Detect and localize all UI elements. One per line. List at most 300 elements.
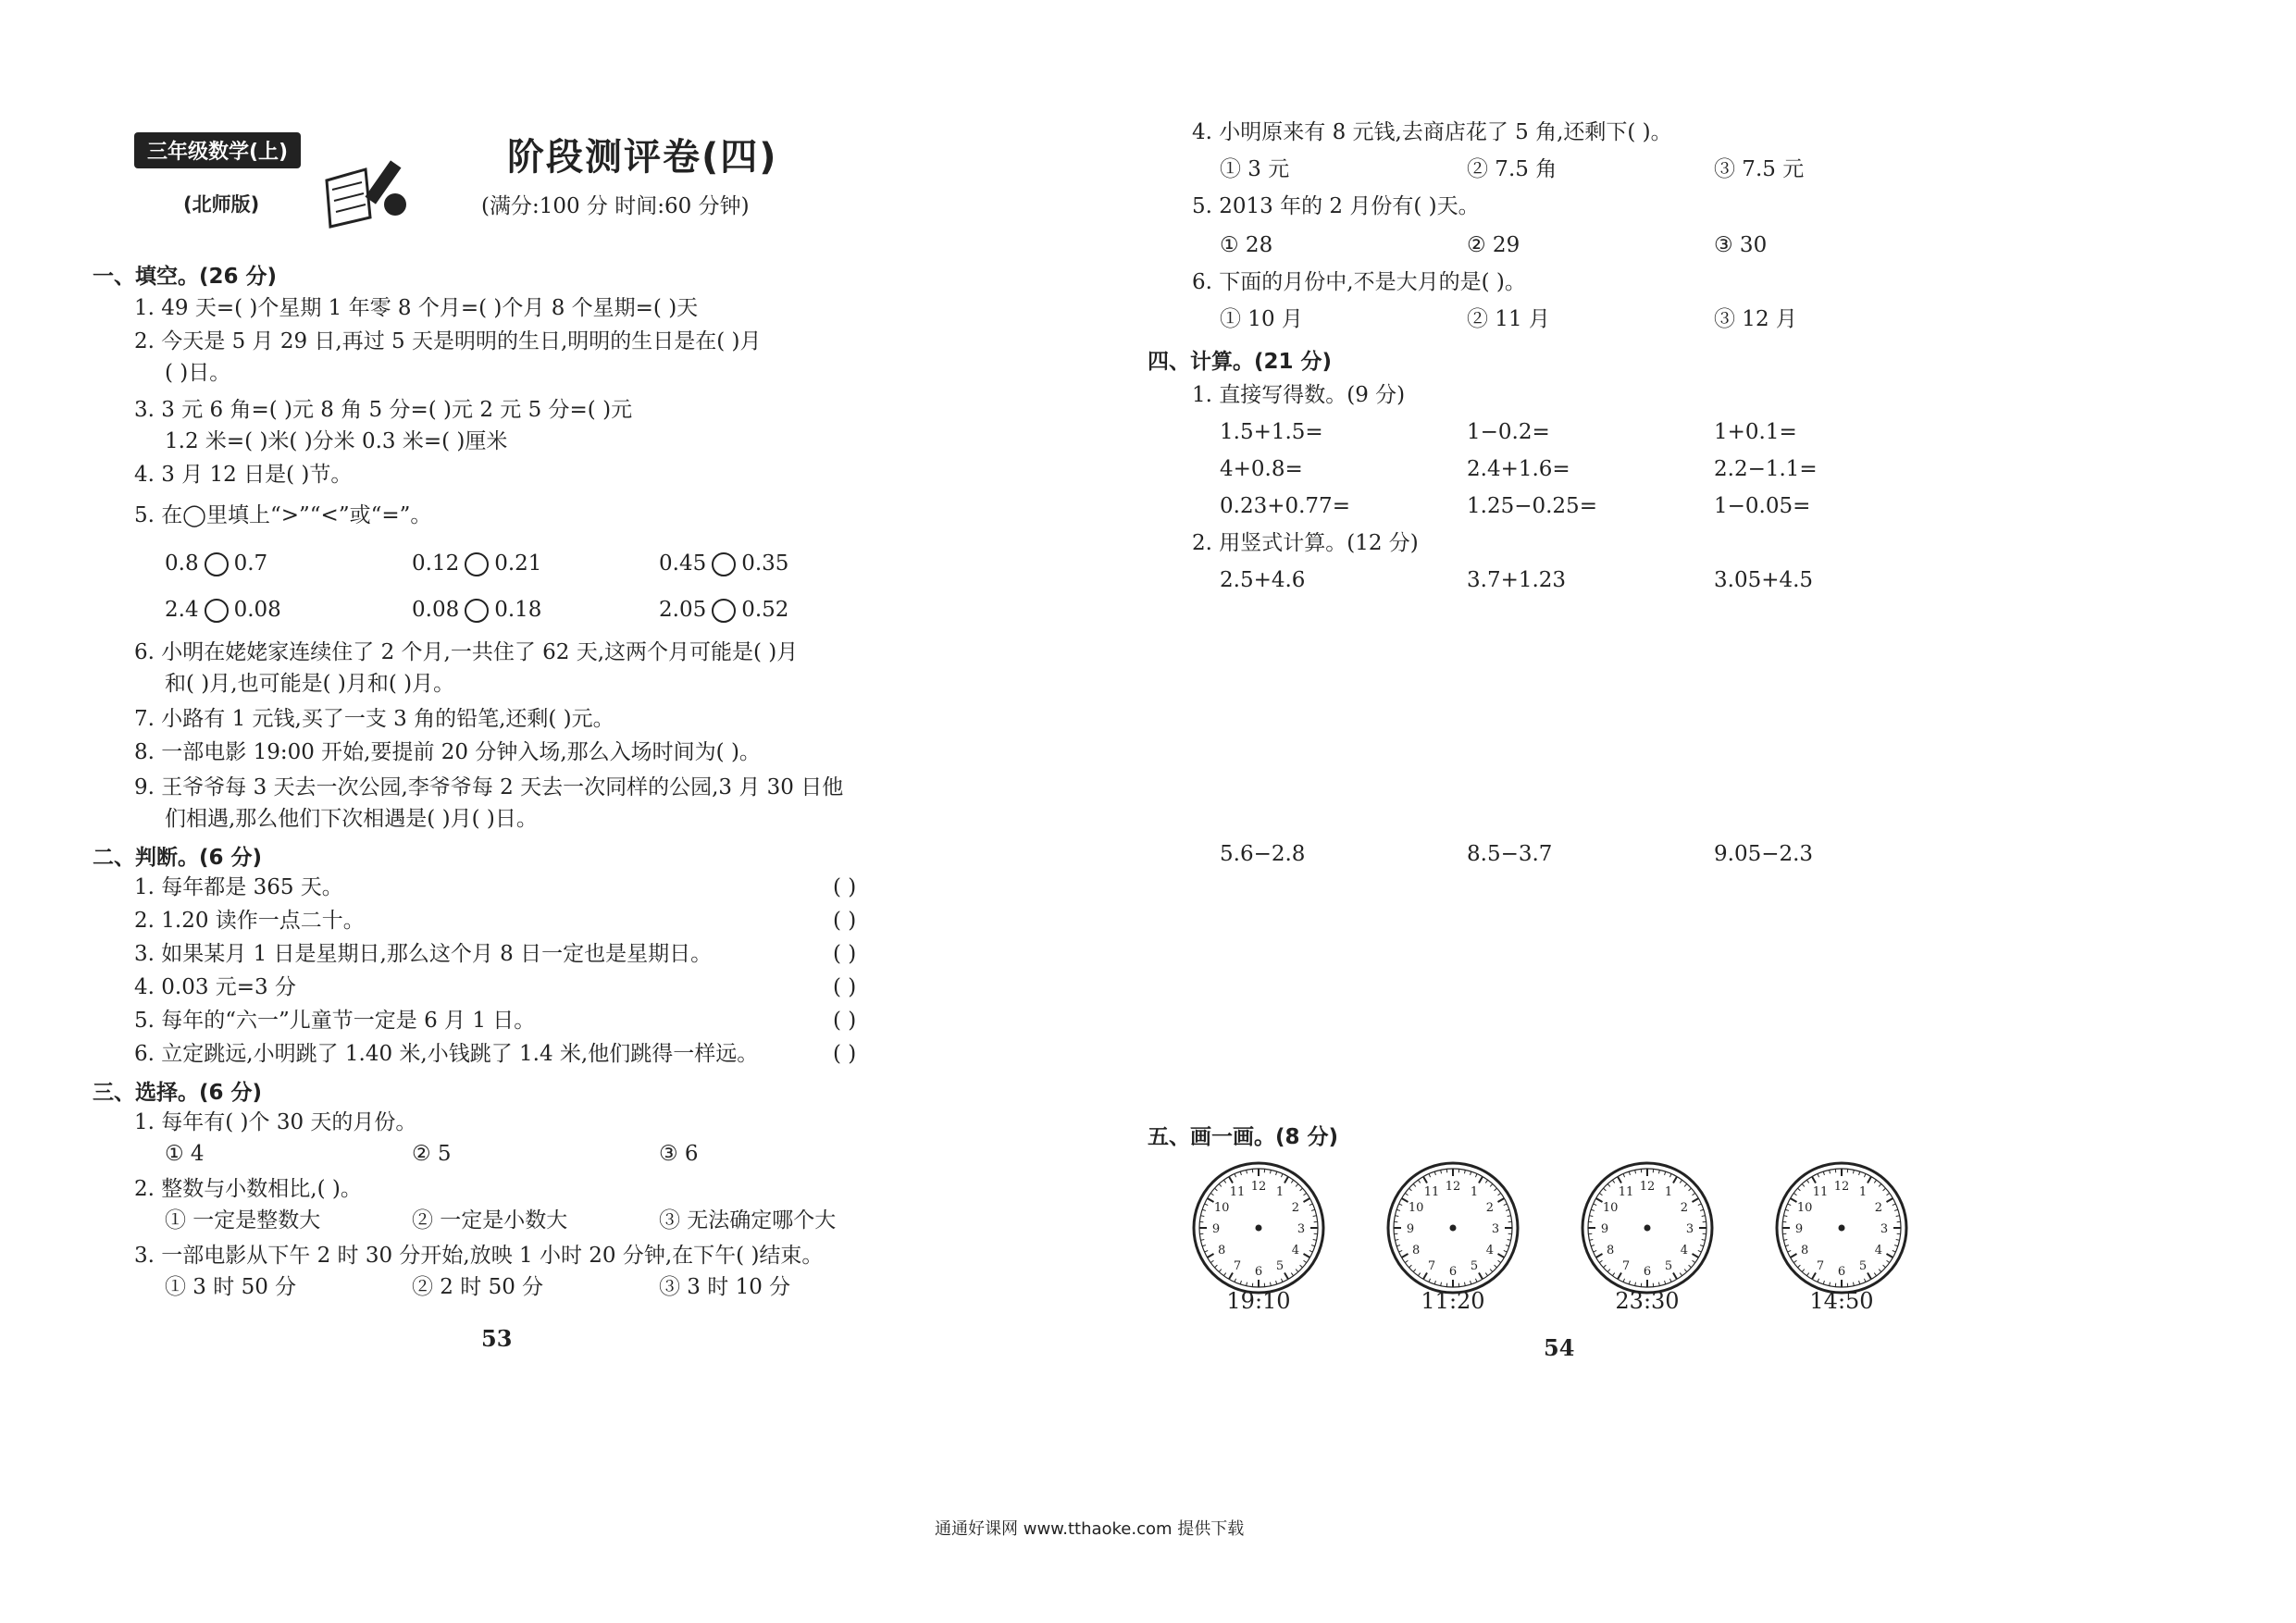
clock-tick	[1853, 1170, 1854, 1173]
clock-tick	[1214, 1265, 1217, 1268]
fill-q6b: 和( )月,也可能是( )月和( )月。	[165, 672, 455, 696]
choice-option[interactable]: ② 5	[412, 1142, 452, 1166]
clock-tick	[1303, 1254, 1309, 1258]
clock-tick	[1783, 1216, 1787, 1217]
clock-tick	[1313, 1239, 1317, 1240]
clock-tick	[1823, 1171, 1824, 1175]
clock-tick	[1868, 1177, 1871, 1183]
clock-tick	[1490, 1183, 1493, 1186]
clock-tick	[1304, 1193, 1307, 1195]
clock-tick	[1673, 1177, 1677, 1183]
clock-tick	[1508, 1216, 1511, 1217]
clock-tick	[1669, 1174, 1671, 1178]
clock-tick	[1434, 1171, 1435, 1175]
compare-circle[interactable]	[712, 552, 736, 576]
judge-bracket[interactable]: ( )	[833, 1042, 857, 1066]
clock-tick	[1479, 1177, 1483, 1183]
clock-tick	[1270, 1282, 1271, 1286]
clock-tick	[1665, 1171, 1666, 1175]
clock-tick	[1623, 1279, 1625, 1282]
clock-tick	[1879, 1183, 1881, 1186]
clock-tick	[1788, 1204, 1792, 1206]
clock-center-dot	[1450, 1225, 1457, 1232]
choice-q3: 3. 一部电影从下午 2 时 30 分开始,放映 1 小时 20 分钟,在下午( )结束。	[134, 1244, 824, 1268]
page-number-right: 54	[1544, 1334, 1575, 1361]
clock-tick	[1300, 1265, 1303, 1268]
clock-tick	[1223, 1180, 1225, 1183]
clock-tick	[1629, 1171, 1630, 1175]
clock-center-dot	[1256, 1225, 1262, 1232]
clock-numeral: 4	[1291, 1244, 1299, 1258]
direct-calc-item: 0.23+0.77=	[1220, 494, 1350, 518]
choice-option[interactable]: ① 一定是整数大	[165, 1208, 321, 1233]
fill-q9b: 们相遇,那么他们下次相遇是( )月( )日。	[165, 807, 538, 831]
judge-item: 6. 立定跳远,小明跳了 1.40 米,小钱跳了 1.4 米,他们跳得一样远。	[134, 1042, 759, 1066]
choice-q5: 5. 2013 年的 2 月份有( )天。	[1192, 194, 1480, 218]
clock-tick	[1240, 1281, 1241, 1284]
judge-bracket[interactable]: ( )	[833, 875, 857, 899]
choice-q4: 4. 小明原来有 8 元钱,去商店花了 5 角,还剩下( )。	[1192, 120, 1672, 144]
clock-tick	[1402, 1254, 1409, 1258]
clock-numeral: 8	[1218, 1244, 1226, 1258]
clock-tick	[1303, 1198, 1309, 1202]
exam-subtitle: (满分:100 分 时间:60 分钟)	[481, 194, 750, 218]
clock-tick	[1791, 1198, 1797, 1202]
clock-tick	[1864, 1174, 1866, 1178]
clock-tick	[1304, 1260, 1307, 1262]
clock-tick	[1208, 1254, 1214, 1258]
clock-tick	[1504, 1250, 1508, 1252]
choice-option[interactable]: ① 10 月	[1220, 307, 1303, 331]
clock-numeral: 9	[1406, 1222, 1415, 1236]
section-judge-title: 二、判断。(6 分)	[93, 846, 263, 870]
clock-tick	[1235, 1279, 1236, 1282]
clock-numeral: 3	[1685, 1222, 1694, 1236]
fill-q2b: ( )日。	[165, 361, 231, 385]
clock-tick	[1210, 1193, 1213, 1195]
clock-tick	[1490, 1270, 1493, 1272]
clock-tick	[1205, 1250, 1209, 1252]
judge-bracket[interactable]: ( )	[833, 1009, 857, 1033]
compare-item: 0.8 0.7	[165, 551, 268, 576]
clock-tick	[1823, 1281, 1824, 1284]
clock-tick	[1692, 1254, 1698, 1258]
clock-tick	[1886, 1254, 1893, 1258]
clock-tick	[1281, 1174, 1283, 1178]
clock-numeral: 6	[1643, 1265, 1652, 1279]
clock-numeral: 5	[1858, 1258, 1868, 1273]
clock-tick	[1883, 1188, 1886, 1191]
clock-tick	[1300, 1188, 1303, 1191]
clock-tick	[1680, 1273, 1682, 1276]
clock-numeral: 1	[1275, 1185, 1285, 1200]
clock-tick	[1589, 1239, 1593, 1240]
direct-calc-item: 1−0.05=	[1714, 494, 1811, 518]
clock-tick	[1418, 1180, 1420, 1183]
clock-numeral: 9	[1211, 1222, 1221, 1236]
compare-item: 2.05 0.52	[659, 598, 789, 622]
choice-q1: 1. 每年有( )个 30 天的月份。	[134, 1110, 417, 1134]
clock-tick	[1485, 1273, 1487, 1276]
compare-item: 0.08 0.18	[412, 598, 542, 622]
calc-sub2: 2. 用竖式计算。(12 分)	[1192, 531, 1419, 555]
clock-tick	[1702, 1216, 1706, 1217]
clock-numeral: 2	[1874, 1201, 1882, 1215]
clock-tick	[1276, 1171, 1277, 1175]
clock-tick	[1853, 1282, 1854, 1286]
choice-q6: 6. 下面的月份中,不是大月的是( )。	[1192, 270, 1526, 294]
fill-q9a: 9. 王爷爷每 3 天去一次公园,李爷爷每 2 天去一次同样的公园,3 月 30 日他	[134, 775, 844, 799]
clock-numeral: 8	[1412, 1244, 1421, 1258]
clock-tick	[1635, 1170, 1636, 1173]
compare-circle[interactable]	[205, 599, 229, 623]
clock-tick	[1409, 1188, 1411, 1191]
judge-item: 1. 每年都是 365 天。	[134, 875, 343, 899]
clock-numeral: 4	[1485, 1244, 1494, 1258]
clock-tick	[1434, 1281, 1435, 1284]
clock-tick	[1700, 1245, 1704, 1246]
clock-numeral: 6	[1254, 1265, 1263, 1279]
compare-item: 0.45 0.35	[659, 551, 789, 576]
clock-tick	[1618, 1177, 1621, 1183]
clock-tick	[1599, 1260, 1602, 1262]
clock-tick	[1812, 1177, 1816, 1183]
clock-tick	[1700, 1209, 1704, 1210]
choice-option[interactable]: ③ 12 月	[1714, 307, 1797, 331]
fill-q6a: 6. 小明在姥姥家连续住了 2 个月,一共住了 62 天,这两个月可能是( )月	[134, 640, 799, 664]
choice-option[interactable]: ① 4	[165, 1142, 205, 1166]
clock-numeral: 12	[1639, 1180, 1656, 1194]
clock-tick	[1618, 1272, 1621, 1279]
clock-tick	[1896, 1239, 1900, 1240]
clock-center-dot	[1839, 1225, 1845, 1232]
clock-tick	[1591, 1209, 1595, 1210]
compare-circle[interactable]	[465, 552, 489, 576]
fill-q8: 8. 一部电影 19:00 开始,要提前 20 分钟入场,那么入场时间为( )。	[134, 740, 761, 764]
clock-tick	[1830, 1282, 1831, 1286]
clock-tick	[1684, 1270, 1687, 1272]
clock-numeral: 5	[1470, 1258, 1479, 1273]
clock-tick	[1285, 1272, 1288, 1279]
clock-tick	[1879, 1270, 1881, 1272]
clock-tick	[1893, 1204, 1896, 1206]
clock-face[interactable]	[1578, 1158, 1717, 1297]
direct-calc-item: 1+0.1=	[1714, 420, 1797, 444]
clock-tick	[1235, 1174, 1236, 1178]
clock-tick	[1818, 1174, 1819, 1178]
clock-numeral: 11	[1423, 1185, 1440, 1200]
clock-tick	[1285, 1177, 1288, 1183]
clock-tick	[1219, 1183, 1222, 1186]
clock-tick	[1429, 1279, 1431, 1282]
clock-tick	[1214, 1188, 1217, 1191]
clock-tick	[1464, 1282, 1465, 1286]
judge-item: 4. 0.03 元=3 分	[134, 975, 296, 999]
judge-bracket[interactable]: ( )	[833, 909, 857, 933]
clock-numeral: 9	[1794, 1222, 1804, 1236]
clock-tick	[1665, 1281, 1666, 1284]
clock-numeral: 12	[1250, 1180, 1267, 1194]
clock-tick	[1894, 1209, 1898, 1210]
clock-numeral: 5	[1275, 1258, 1285, 1273]
clock-tick	[1219, 1270, 1222, 1272]
clock-tick	[1596, 1254, 1603, 1258]
clock-tick	[1596, 1198, 1603, 1202]
grade-badge: 三年级数学(上)	[134, 132, 301, 168]
judge-bracket[interactable]: ( )	[833, 942, 857, 966]
clock-tick	[1684, 1183, 1687, 1186]
clock-tick	[1680, 1180, 1682, 1183]
clock-face[interactable]	[1384, 1158, 1522, 1297]
clock-center-dot	[1644, 1225, 1651, 1232]
clock-tick	[1698, 1250, 1702, 1252]
clock-tick	[1893, 1250, 1896, 1252]
choice-option[interactable]: ① 3 元	[1220, 157, 1290, 181]
compare-item: 0.12 0.21	[412, 551, 542, 576]
clock-tick	[1793, 1193, 1796, 1195]
compare-item: 2.4 0.08	[165, 598, 281, 622]
clock-tick	[1793, 1260, 1796, 1262]
clock-numeral: 7	[1816, 1258, 1825, 1273]
clock-numeral: 8	[1607, 1244, 1615, 1258]
choice-option[interactable]: ② 2 时 50 分	[412, 1275, 544, 1299]
judge-item: 3. 如果某月 1 日是星期日,那么这个月 8 日一定也是星期日。	[134, 942, 713, 966]
clock-numeral: 12	[1445, 1180, 1461, 1194]
clock-tick	[1200, 1216, 1204, 1217]
clock-tick	[1788, 1250, 1792, 1252]
clock-numeral: 1	[1858, 1185, 1868, 1200]
clock-tick	[1205, 1204, 1209, 1206]
clock-numeral: 2	[1680, 1201, 1688, 1215]
clock-tick	[1689, 1265, 1692, 1268]
clock-numeral: 10	[1602, 1201, 1619, 1215]
fill-q5: 5. 在◯里填上“>”“<”或“=”。	[134, 503, 432, 527]
section-draw-title: 五、画一画。(8 分)	[1148, 1125, 1339, 1149]
clock-tick	[1874, 1180, 1876, 1183]
clock-tick	[1896, 1216, 1900, 1217]
fill-q7: 7. 小路有 1 元钱,买了一支 3 角的铅笔,还剩( )元。	[134, 707, 614, 731]
clock-tick	[1868, 1272, 1871, 1279]
choice-option[interactable]: ③ 3 时 10 分	[659, 1275, 791, 1299]
clock-tick	[1396, 1245, 1400, 1246]
clock-tick	[1698, 1204, 1702, 1206]
clock-tick	[1887, 1193, 1890, 1195]
clock-tick	[1603, 1188, 1606, 1191]
clock-tick	[1281, 1279, 1283, 1282]
choice-option[interactable]: ③ 7.5 元	[1714, 157, 1805, 181]
compare-circle[interactable]	[205, 552, 229, 576]
choice-option[interactable]: ② 一定是小数大	[412, 1208, 568, 1233]
fill-q4: 4. 3 月 12 日是( )节。	[134, 463, 353, 487]
edition-label: (北师版)	[183, 193, 260, 216]
clock-tick	[1864, 1279, 1866, 1282]
fill-q2a: 2. 今天是 5 月 29 日,再过 5 天是明明的生日,明明的生日是在( )月	[134, 329, 762, 353]
choice-option[interactable]: ② 7.5 角	[1467, 157, 1558, 181]
clock-tick	[1497, 1198, 1504, 1202]
clock-numeral: 3	[1491, 1222, 1500, 1236]
clock-tick	[1210, 1260, 1213, 1262]
clock-tick	[1589, 1216, 1593, 1217]
clock-tick	[1806, 1273, 1808, 1276]
fill-q3a: 3. 3 元 6 角=( )元 8 角 5 分=( )元 2 元 5 分=( )元	[134, 398, 633, 422]
clock-numeral: 3	[1880, 1222, 1889, 1236]
clock-tick	[1441, 1282, 1442, 1286]
choice-option[interactable]: ① 28	[1220, 233, 1273, 257]
clock-tick	[1504, 1204, 1508, 1206]
clock-tick	[1859, 1281, 1860, 1284]
clock-numeral: 1	[1664, 1185, 1673, 1200]
clock-tick	[1693, 1260, 1695, 1262]
clock-tick	[1830, 1170, 1831, 1173]
clock-numeral: 7	[1233, 1258, 1242, 1273]
clock-tick	[1405, 1193, 1408, 1195]
clock-numeral: 10	[1796, 1201, 1813, 1215]
clock-numeral: 11	[1229, 1185, 1246, 1200]
clock-tick	[1409, 1265, 1411, 1268]
clock-tick	[1429, 1174, 1431, 1178]
clock-tick	[1475, 1174, 1477, 1178]
vertical-calc-item: 3.7+1.23	[1467, 568, 1567, 592]
clock-tick	[1886, 1198, 1893, 1202]
clock-tick	[1785, 1209, 1789, 1210]
vertical-calc-item: 5.6−2.8	[1220, 842, 1306, 866]
calc-sub1: 1. 直接写得数。(9 分)	[1192, 383, 1406, 407]
clock-tick	[1802, 1270, 1805, 1272]
clock-tick	[1495, 1188, 1497, 1191]
clock-tick	[1693, 1193, 1695, 1195]
judge-bracket[interactable]: ( )	[833, 975, 857, 999]
footer-credit: 通通好课网 www.tthaoke.com 提供下载	[935, 1519, 1245, 1539]
clock-numeral: 5	[1664, 1258, 1673, 1273]
clock-tick	[1623, 1174, 1625, 1178]
clock-tick	[1673, 1272, 1677, 1279]
clock-tick	[1658, 1170, 1659, 1173]
clock-tick	[1495, 1265, 1497, 1268]
clock-tick	[1603, 1265, 1606, 1268]
clock-tick	[1475, 1279, 1477, 1282]
clock-tick	[1508, 1239, 1511, 1240]
direct-calc-item: 2.2−1.1=	[1714, 457, 1818, 481]
clock-tick	[1818, 1279, 1819, 1282]
clock-time-label: 23:30	[1615, 1288, 1680, 1314]
clock-tick	[1497, 1254, 1504, 1258]
clock-numeral: 6	[1448, 1265, 1458, 1279]
clock-tick	[1270, 1170, 1271, 1173]
clock-tick	[1658, 1282, 1659, 1286]
section-fill-title: 一、填空。(26 分)	[93, 265, 278, 289]
choice-option[interactable]: ③ 6	[659, 1142, 699, 1166]
clock-face[interactable]	[1772, 1158, 1911, 1297]
clock-tick	[1894, 1245, 1898, 1246]
clock-tick	[1229, 1272, 1233, 1279]
clock-tick	[1702, 1239, 1706, 1240]
clock-tick	[1874, 1273, 1876, 1276]
choice-q2: 2. 整数与小数相比,( )。	[134, 1177, 362, 1201]
choice-option[interactable]: ② 11 月	[1467, 307, 1550, 331]
choice-option[interactable]: ③ 30	[1714, 233, 1768, 257]
clock-tick	[1291, 1180, 1293, 1183]
choice-option[interactable]: ① 3 时 50 分	[165, 1275, 297, 1299]
choice-option[interactable]: ③ 无法确定哪个大	[659, 1208, 837, 1233]
clock-tick	[1669, 1279, 1671, 1282]
clock-tick	[1396, 1209, 1400, 1210]
clock-numeral: 9	[1600, 1222, 1609, 1236]
clock-tick	[1402, 1198, 1409, 1202]
clock-time-label: 14:50	[1809, 1288, 1874, 1314]
clock-tick	[1413, 1270, 1416, 1272]
vertical-calc-item: 8.5−3.7	[1467, 842, 1553, 866]
clock-tick	[1506, 1209, 1509, 1210]
clock-tick	[1395, 1239, 1398, 1240]
clock-tick	[1479, 1272, 1483, 1279]
clock-numeral: 4	[1680, 1244, 1688, 1258]
clock-tick	[1812, 1272, 1816, 1279]
compare-circle[interactable]	[465, 599, 489, 623]
clock-tick	[1594, 1204, 1597, 1206]
clock-tick	[1612, 1180, 1614, 1183]
clock-tick	[1783, 1239, 1787, 1240]
clock-tick	[1395, 1216, 1398, 1217]
judge-item: 2. 1.20 读作一点二十。	[134, 909, 365, 933]
clock-tick	[1229, 1177, 1233, 1183]
vertical-calc-item: 9.05−2.3	[1714, 842, 1814, 866]
direct-calc-item: 4+0.8=	[1220, 457, 1303, 481]
clock-tick	[1309, 1204, 1313, 1206]
clock-tick	[1785, 1245, 1789, 1246]
clock-tick	[1423, 1177, 1427, 1183]
compare-circle[interactable]	[712, 599, 736, 623]
clock-tick	[1887, 1260, 1890, 1262]
vertical-calc-item: 3.05+4.5	[1714, 568, 1814, 592]
clock-tick	[1594, 1250, 1597, 1252]
direct-calc-item: 1.25−0.25=	[1467, 494, 1597, 518]
clock-tick	[1612, 1273, 1614, 1276]
clock-tick	[1423, 1272, 1427, 1279]
clock-numeral: 10	[1213, 1201, 1230, 1215]
clock-numeral: 2	[1291, 1201, 1299, 1215]
clock-time-label: 11:20	[1421, 1288, 1485, 1314]
clock-tick	[1635, 1282, 1636, 1286]
section-choice-title: 三、选择。(6 分)	[93, 1081, 263, 1105]
clock-tick	[1797, 1265, 1800, 1268]
clock-time-label: 19:10	[1226, 1288, 1291, 1314]
clock-tick	[1311, 1209, 1315, 1210]
clock-face[interactable]	[1189, 1158, 1328, 1297]
clock-numeral: 11	[1618, 1185, 1634, 1200]
choice-option[interactable]: ② 29	[1467, 233, 1520, 257]
fill-q3b: 1.2 米=( )米( )分米 0.3 米=( )厘米	[165, 429, 508, 453]
clock-numeral: 12	[1833, 1180, 1850, 1194]
direct-calc-item: 1.5+1.5=	[1220, 420, 1323, 444]
clock-tick	[1208, 1198, 1214, 1202]
clock-tick	[1441, 1170, 1442, 1173]
clock-tick	[1405, 1260, 1408, 1262]
clock-tick	[1202, 1209, 1206, 1210]
fill-q1: 1. 49 天=( )个星期 1 年零 8 个月=( )个月 8 个星期=( )天	[134, 296, 699, 320]
clock-tick	[1399, 1204, 1403, 1206]
clock-tick	[1591, 1245, 1595, 1246]
clock-numeral: 2	[1485, 1201, 1494, 1215]
page-title: 阶段测评卷(四)	[507, 136, 778, 179]
clock-tick	[1607, 1183, 1610, 1186]
clock-tick	[1309, 1250, 1313, 1252]
clock-numeral: 7	[1621, 1258, 1631, 1273]
clock-numeral: 11	[1812, 1185, 1829, 1200]
judge-item: 5. 每年的“六一”儿童节一定是 6 月 1 日。	[134, 1009, 536, 1033]
clock-tick	[1883, 1265, 1886, 1268]
clock-tick	[1689, 1188, 1692, 1191]
clock-tick	[1802, 1183, 1805, 1186]
